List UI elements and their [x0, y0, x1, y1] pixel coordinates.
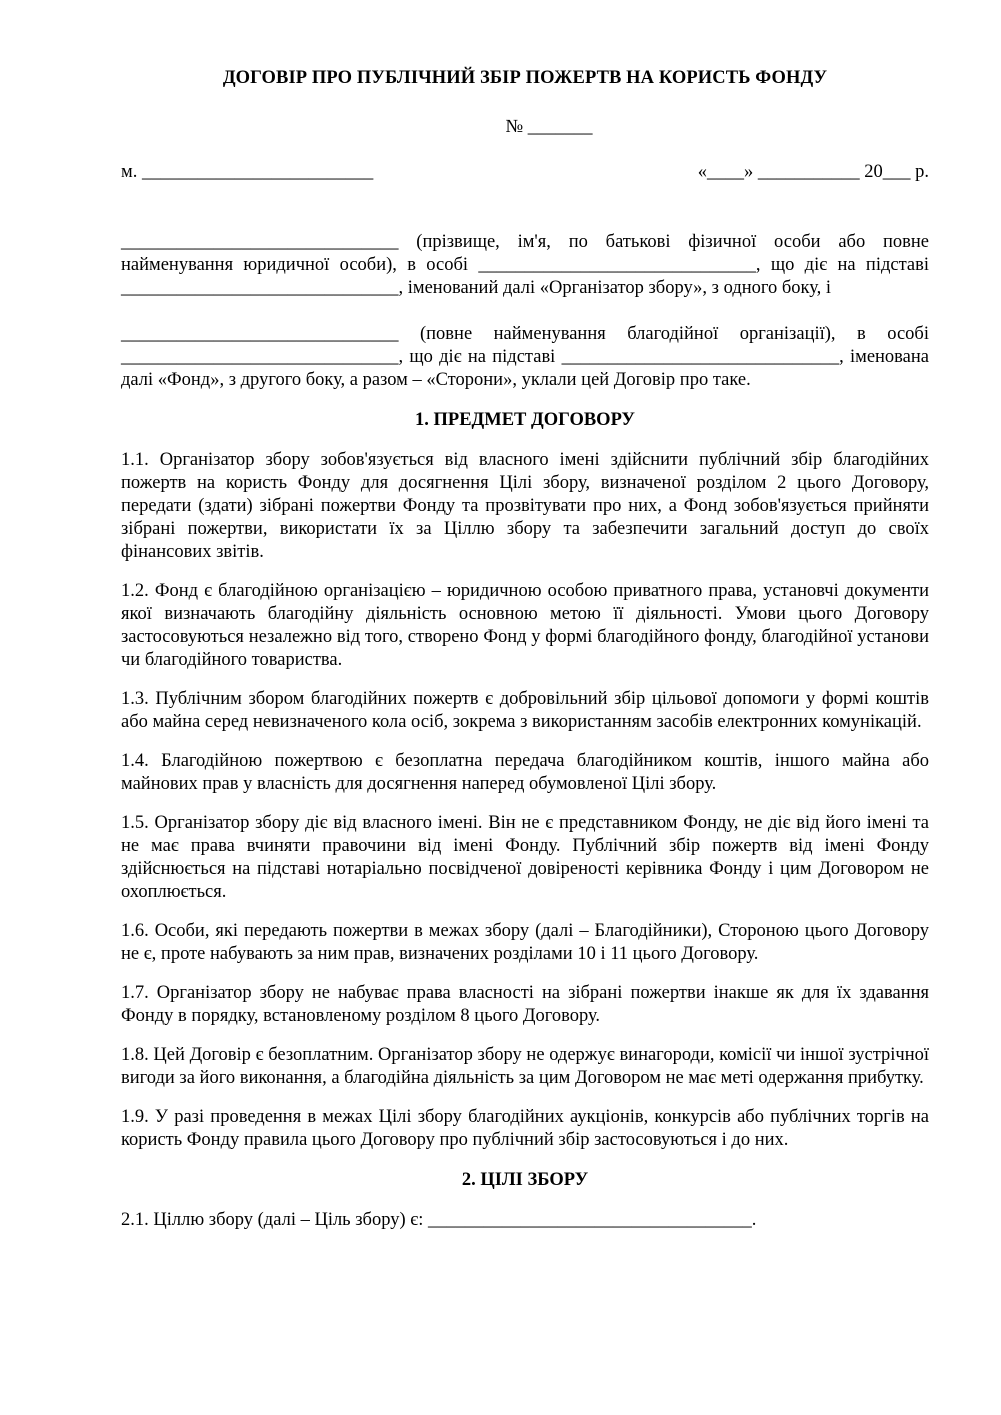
- clause-2-1: 2.1. Ціллю збору (далі – Ціль збору) є: ___________________________________.: [121, 1210, 757, 1230]
- clause-1-6: 1.6. Особи, які передають пожертви в межах збору (далі – Благодійники), Стороною цього Договору не є, проте набувають за ним прав, визначених розділами 10 і 11 цього Договору.: [121, 921, 929, 964]
- clause-1-5: 1.5. Організатор збору діє від власного імені. Він не є представником Фонду, не діє від його імені та не має права вчиняти правочини від імені Фонду. Публічний збір пожертв від імені Фонду здійснюється на підставі нотаріально посвідченої довіреності керівника Фонду і цим Договором не охоплюється.: [121, 813, 929, 902]
- contract-place: м. _________________________: [121, 162, 374, 182]
- parties-paragraph-organizer: ______________________________ (прізвище, ім'я, по батькові фізичної особи або повне найменування юридичної особи), в особі ______________________________, що діє на підставі ______________________________, іменований далі «Організатор збору», з одного боку, і: [121, 232, 929, 298]
- section-heading: 2. ЦІЛІ ЗБОРУ: [461, 1170, 589, 1190]
- document-title: ДОГОВІР ПРО ПУБЛІЧНИЙ ЗБІР ПОЖЕРТВ НА КОРИСТЬ ФОНДУ: [222, 68, 828, 88]
- clause-1-1: 1.1. Організатор збору зобов'язується від власного імені здійснити публічний збір благодійних пожертв на користь Фонду для досягнення Цілі збору, визначеної розділом 2 цього Договору, передати (здати) зібрані пожертви Фонду та прозвітувати про них, а Фонд зобов'язується прийняти зібрані пожертви, використати їх за Ціллю збору та забезпечити загальний доступ до своїх фінансових звітів.: [121, 450, 929, 562]
- contract-number: № _______: [505, 117, 593, 137]
- clause-1-8: 1.8. Цей Договір є безоплатним. Організатор збору не одержує винагороди, комісії чи іншої зустрічної вигоди за його виконання, а благодійна діяльність за цим Договором не має меті одержання прибутку.: [121, 1045, 929, 1088]
- clause-1-4: 1.4. Благодійною пожертвою є безоплатна передача благодійником коштів, іншого майна або майнових прав у власність для досягнення наперед обумовленої Цілі збору.: [121, 751, 929, 794]
- place-date-row: [121, 162, 929, 183]
- parties-paragraph-fund: ______________________________ (повне найменування благодійної організації), в особі ______________________________, що діє на підставі ______________________________, іменована далі «Фонд», з другого боку, а разом – «Сторони», уклали цей Договір про таке.: [121, 324, 929, 390]
- section-heading: 1. ПРЕДМЕТ ДОГОВОРУ: [415, 410, 635, 430]
- clause-1-9: 1.9. У разі проведення в межах Цілі збору благодійних аукціонів, конкурсів або публічних торгів на користь Фонду правила цього Договору про публічний збір застосовуються і до них.: [121, 1107, 929, 1150]
- contract-date: «____» ___________ 20___ р.: [697, 162, 929, 182]
- clause-1-3: 1.3. Публічним збором благодійних пожертв є добровільний збір цільової допомоги у формі коштів або майна серед невизначеного кола осіб, зокрема з використанням засобів електронних комунікацій.: [121, 689, 929, 732]
- clause-1-2: 1.2. Фонд є благодійною організацією – юридичною особою приватного права, установчі документи якої визначають благодійну діяльність основною метою її діяльності. Умови цього Договору застосовуються незалежно від того, створено Фонд у формі благодійного фонду, благодійної установи чи благодійного товариства.: [121, 581, 929, 670]
- clause-1-7: 1.7. Організатор збору не набуває права власності на зібрані пожертви інакше як для їх здавання Фонду в порядку, встановленому розділом 8 цього Договору.: [121, 983, 929, 1026]
